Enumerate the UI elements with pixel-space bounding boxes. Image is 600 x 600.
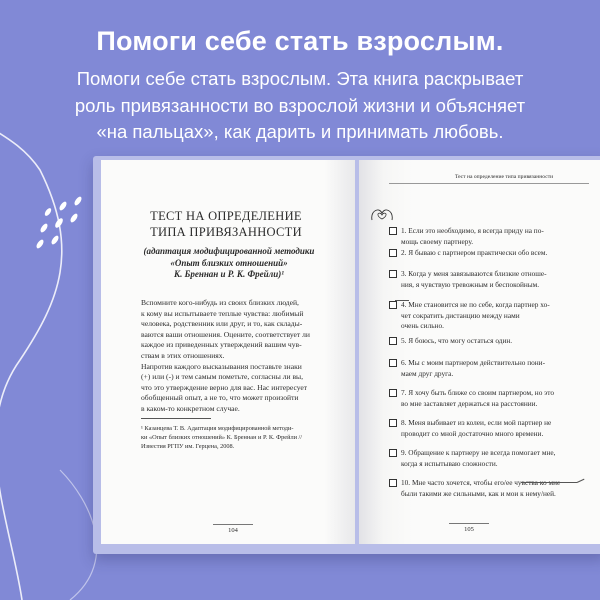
footnote-line: ¹ Казанцева Т. В. Адаптация модифицированной методи- [141,425,294,432]
background-curve [0,120,62,600]
question-line: 6. Мы с моим партнером действительно пони- [401,358,546,367]
body-line: человека, родственник или друг, и то, как склады- [141,319,303,329]
footnote-line: Известия РГПУ им. Герцена, 2008. [141,443,235,450]
page-number-rule [213,524,253,525]
question-line: 1. Если это необходимо, я всегда приду на по- [401,226,544,235]
page-number: 104 [228,527,238,534]
page-number-rule [449,523,489,524]
headline: Помоги себе стать взрослым. [96,26,504,56]
subtitle-line: (адаптация модифицированной методики [143,246,315,256]
question-line: 10. Мне часто хочется, чтобы его/ее чувства ко мне [401,478,561,487]
header-rule [389,183,589,184]
body-line: обобщенный опыт, а не то, что может произойти [141,393,299,403]
decorative-line [521,482,577,483]
body-line: (+) или (-) и тем самым пометьте, согласны ли вы, [141,372,304,382]
question-line: 3. Когда у меня завязываются близкие отноше- [401,269,547,278]
question-line: 4. Мне становится не по себе, когда партнер хо- [401,300,550,309]
answer-checkbox[interactable] [389,389,397,397]
description-line: роль привязанности во взрослой жизни и объясняет [74,94,526,116]
question-line: 7. Я хочу быть ближе со своим партнером, но это [401,388,555,397]
test-title-line: ТЕСТ НА ОПРЕДЕЛЕНИЕ [150,209,302,223]
test-title [121,208,331,240]
description [20,66,580,146]
answer-checkbox[interactable] [389,449,397,457]
body-line: что это утверждение верно для вас. Нас интересует [141,382,308,392]
body-line: Напротив каждого высказывания поставьте знаки [141,361,302,371]
description-line: «на пальцах», как дарить и принимать любовь. [96,121,504,142]
body-line: ваются ваши отношения. Оцените, соответствует ли [141,329,310,339]
right-page [359,160,600,544]
question-line: 9. Обращение к партнеру не всегда помогает мне, [401,448,556,457]
body-line: каждое из приведенных утверждений вашим чув- [141,340,302,350]
question-text [401,336,597,347]
body-line: ствам в этих отношениях. [141,350,225,360]
question-text [401,269,597,290]
footnote [141,424,331,451]
question-line: ния, я чувствую тревожным и беспокойным. [401,279,540,289]
test-subtitle [129,246,329,281]
question-text [401,388,597,409]
answer-checkbox[interactable] [389,479,397,487]
body-line: Вспомните кого-нибудь из своих близких людей, [141,298,299,307]
left-page [101,160,355,544]
question-text [401,448,597,469]
question-text [401,358,597,379]
footnote-divider [141,418,211,419]
question-line: проводит со мной достаточно много времени. [401,428,544,438]
question-text [401,300,597,332]
test-title-line: ТИПА ПРИВЯЗАННОСТИ [150,225,302,239]
question-line: очень сильно. [401,321,444,330]
question-line: чет сократить дистанцию между нами [401,310,520,320]
answer-checkbox[interactable] [389,337,397,345]
description-line: Помоги себе стать взрослым. Эта книга раскрывает [76,68,524,89]
petal-dots-icon [35,195,83,249]
answer-checkbox[interactable] [389,270,397,278]
question-line: мощь своему партнеру. [401,236,474,246]
answer-checkbox[interactable] [389,301,397,309]
answer-checkbox[interactable] [389,249,397,257]
page-number: 105 [464,526,474,533]
question-line: были такими же сильными, как и мои к нему/ней. [401,488,556,498]
decorative-line [395,300,409,301]
body-line: в каком-то конкретном случае. [141,403,240,413]
question-text [401,226,597,247]
answer-checkbox[interactable] [389,419,397,427]
footnote-line: ки «Опыт близких отношений» К. Бреннан и Р. К. Фрейли // [141,434,303,441]
question-line: когда я испытываю сложности. [401,458,498,468]
background-curve-lower [60,470,97,600]
open-book [93,156,600,554]
running-header: Тест на определение типа привязанности [454,174,554,180]
question-line: 2. Я бываю с партнером практически обо всем. [401,248,548,257]
body-line: к кому вы испытываете теплые чувства: любимый [141,308,304,318]
question-text [401,418,597,439]
question-text [401,248,597,259]
answer-checkbox[interactable] [389,359,397,367]
answer-checkbox[interactable] [389,227,397,235]
question-line: 5. Я боюсь, что могу остаться один. [401,336,513,345]
question-line: маем друг друга. [401,368,454,378]
question-line: во мне заставляет держаться на расстоянии. [401,398,538,408]
heart-hands-icon [369,206,397,222]
subtitle-line: К. Бреннан и Р. К. Фрейли)¹ [174,269,284,279]
instructions-text [141,298,329,415]
question-line: 8. Меня выбивает из колеи, если мой партнер не [401,418,552,427]
subtitle-line: «Опыт близких отношений» [170,257,288,268]
